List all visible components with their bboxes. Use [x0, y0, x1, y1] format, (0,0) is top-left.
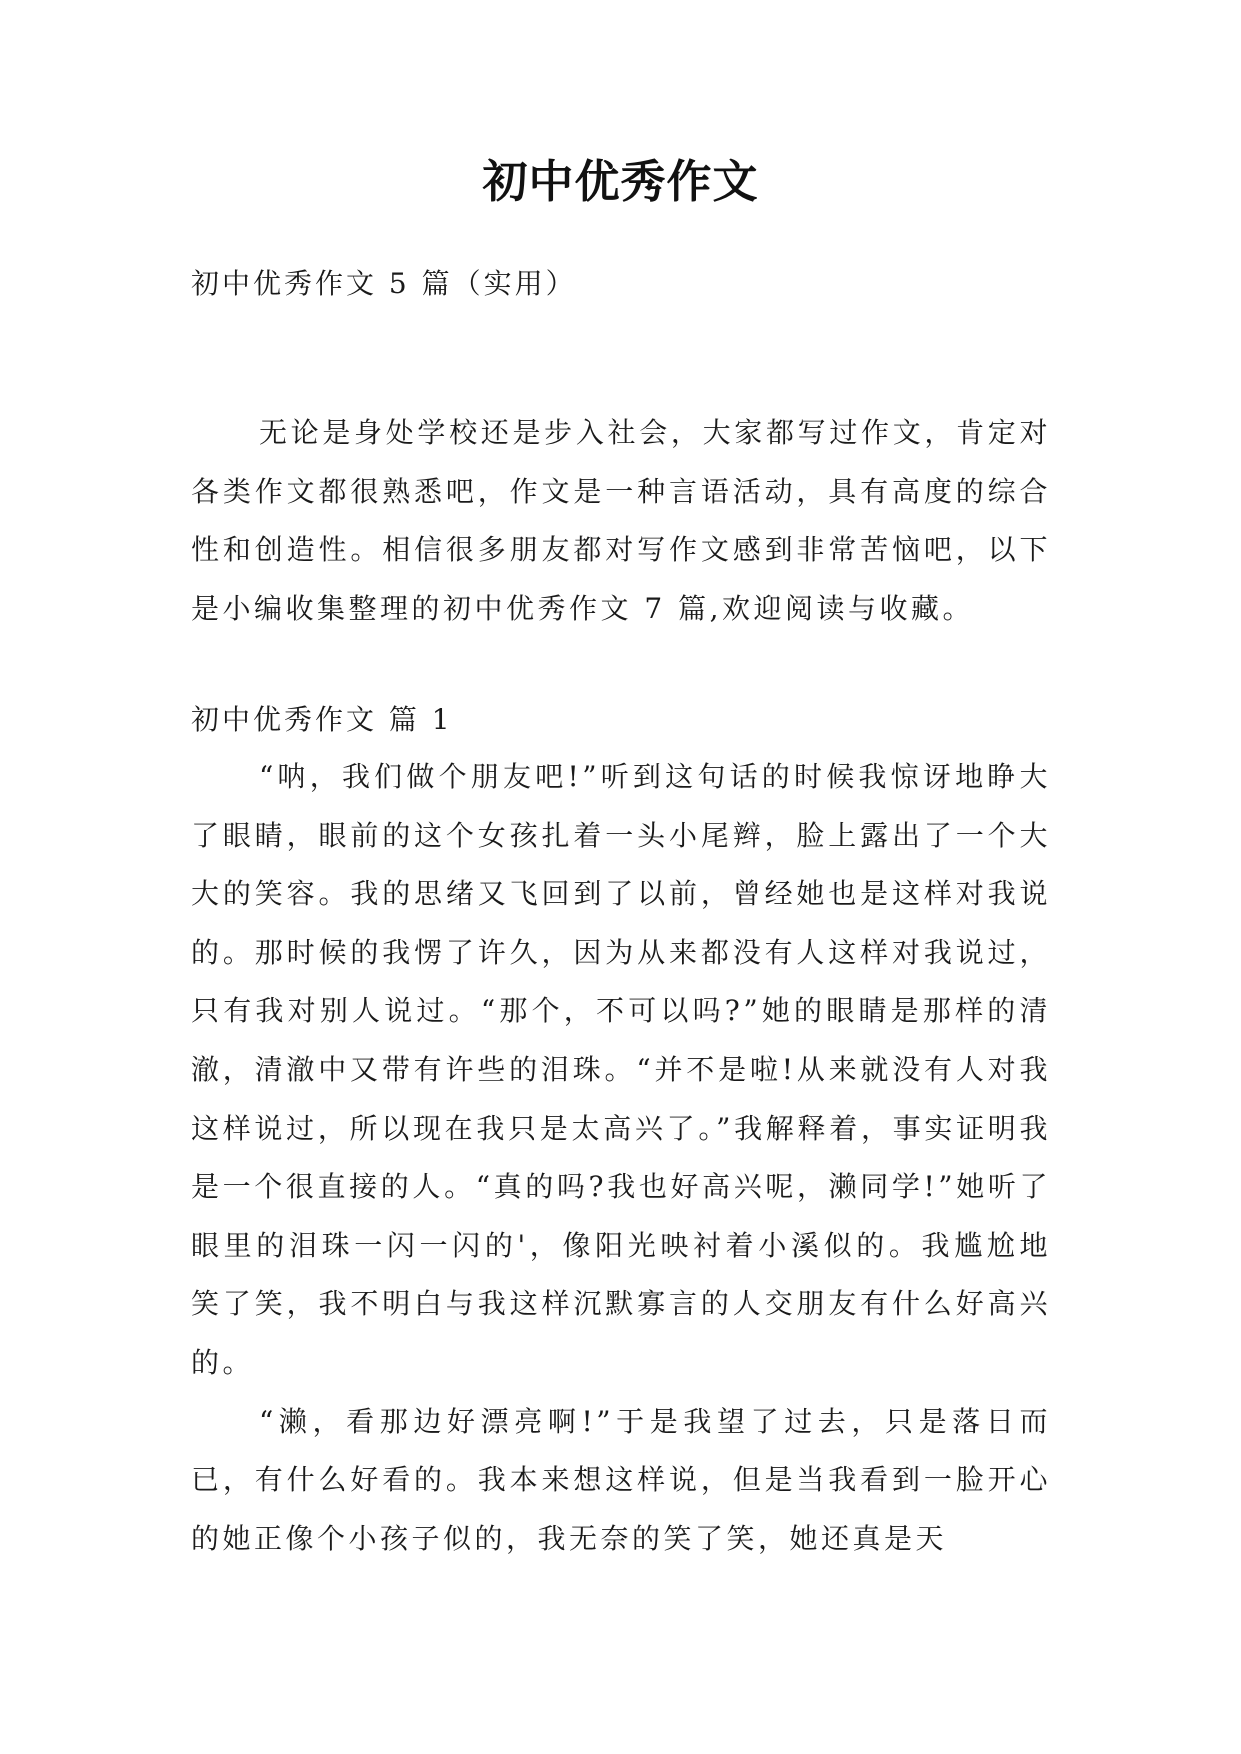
- document-subtitle: 初中优秀作文 5 篇（实用）: [191, 267, 577, 300]
- intro-paragraph: 无论是身处学校还是步入社会，大家都写过作文，肯定对各类作文都很熟悉吧，作文是一种言语活动，具有高度的综合性和创造性。相信很多朋友都对写作文感到非常苦恼吧，以下是小编收集整理的初中优秀作文 7 篇,欢迎阅读与收藏。: [191, 416, 1051, 625]
- document-title: 初中优秀作文: [482, 155, 759, 208]
- essay-paragraph: “呐，我们做个朋友吧!”听到这句话的时候我惊讶地睁大了眼睛，眼前的这个女孩扎着一头小尾辫，脸上露出了一个大大的笑容。我的思绪又飞回到了以前，曾经她也是这样对我说的。那时候的我愣了许久，因为从来都没有人这样对我说过，只有我对别人说过。“那个，不可以吗?”她的眼睛是那样的清澈，清澈中又带有许些的泪珠。“并不是啦!从来就没有人对我这样说过，所以现在我只是太高兴了。”我解释着，事实证明我是一个很直接的人。“真的吗?我也好高兴呢，濑同学!”她听了眼里的泪珠一闪一闪的'，像阳光映衬着小溪似的。我尴尬地笑了笑，我不明白与我这样沉默寡言的人交朋友有什么好高兴的。: [191, 760, 1051, 1379]
- essay-body: [191, 748, 1051, 1568]
- section-heading: 初中优秀作文 篇 1: [191, 703, 453, 736]
- intro-section: [191, 404, 1051, 638]
- essay-paragraph: “濑，看那边好漂亮啊!”于是我望了过去，只是落日而已，有什么好看的。我本来想这样说，但是当我看到一脸开心的她正像个小孩子似的，我无奈的笑了笑，她还真是天: [191, 1404, 1051, 1555]
